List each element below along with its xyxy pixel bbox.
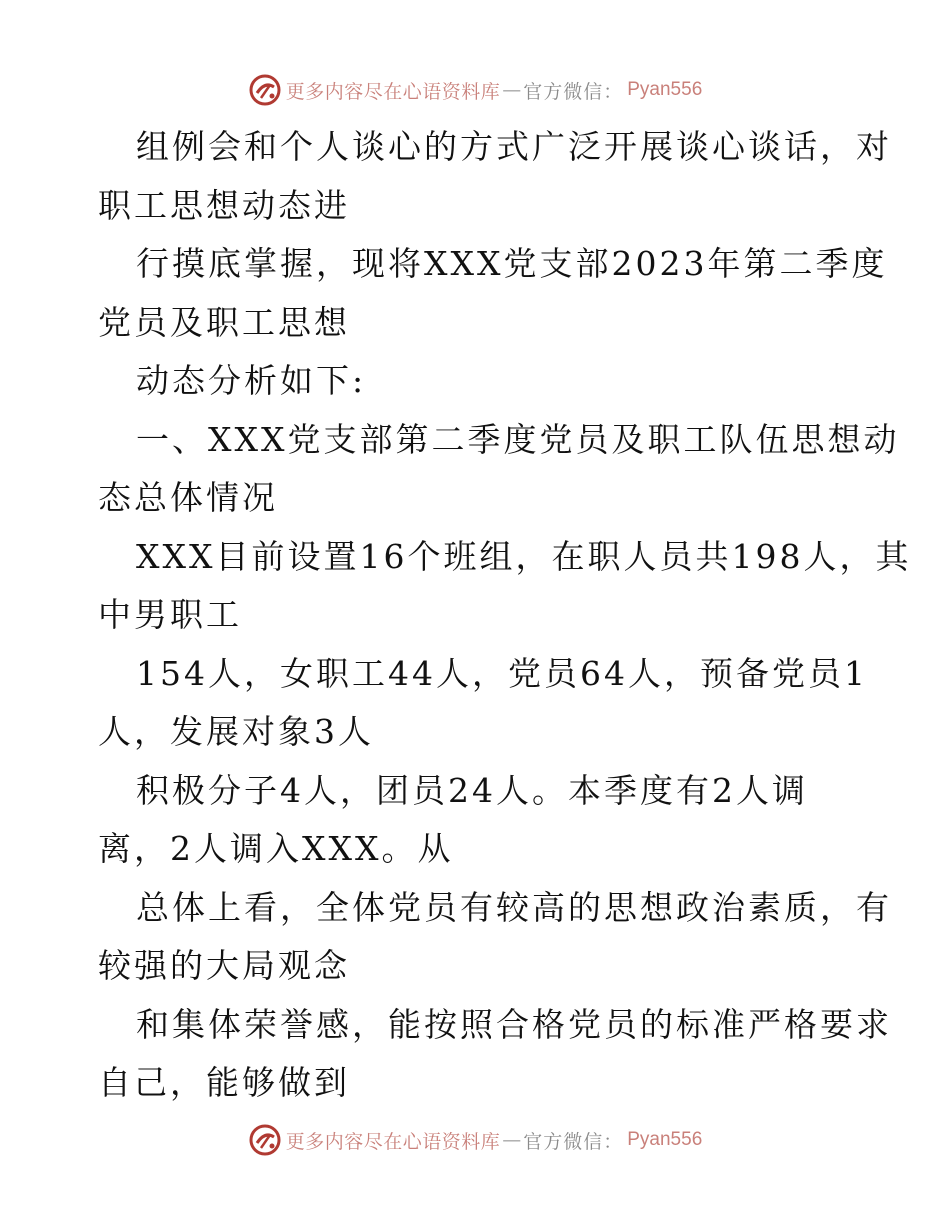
footer-separator: —: [502, 1129, 522, 1151]
body-line: 动态分析如下:: [136, 361, 367, 400]
header-brand: 更多内容尽在心语资料库: [285, 80, 501, 103]
page-header: [0, 72, 950, 108]
body-line: 自己，能够做到: [98, 1063, 350, 1102]
footer-brand: 更多内容尽在心语资料库: [285, 1130, 501, 1153]
body-line: 人，发展对象3人: [98, 712, 374, 751]
body-line: 职工思想动态进: [98, 185, 350, 225]
body-line: 积极分子4人，团员24人。本季度有2人调: [136, 770, 808, 810]
body-line: 154人，女职工44人，党员64人，预备党员1: [136, 653, 868, 693]
header-wechat-label: 官方微信：: [523, 80, 624, 103]
header-wechat-id: Pyan556: [627, 79, 703, 100]
footer-wechat-id: Pyan556: [627, 1129, 703, 1150]
document-body: [98, 118, 912, 1113]
header-separator: —: [502, 79, 522, 101]
body-line: 较强的大局观念: [98, 946, 350, 985]
body-line: 行摸底掌握，现将XXX党支部2023年第二季度: [136, 244, 888, 283]
body-line: 一、XXX党支部第二季度党员及职工队伍思想动: [136, 419, 900, 459]
body-line: 组例会和个人谈心的方式广泛开展谈心谈话，对: [136, 127, 892, 166]
body-line: 总体上看，全体党员有较高的思想政治素质，有: [136, 887, 892, 927]
body-line: 和集体荣誉感，能按照合格党员的标准严格要求: [136, 1004, 892, 1044]
page-footer: [0, 1122, 950, 1158]
body-line: XXX目前设置16个班组，在职人员共198人，其: [136, 536, 912, 576]
body-line: 态总体情况: [98, 478, 278, 517]
brand-logo-icon: [248, 1123, 282, 1157]
brand-logo-icon: [248, 73, 282, 107]
footer-wechat-label: 官方微信：: [523, 1130, 624, 1153]
body-line: 离，2人调入XXX。从: [98, 829, 454, 868]
body-line: 党员及职工思想: [98, 302, 350, 342]
body-line: 中男职工: [98, 595, 242, 634]
